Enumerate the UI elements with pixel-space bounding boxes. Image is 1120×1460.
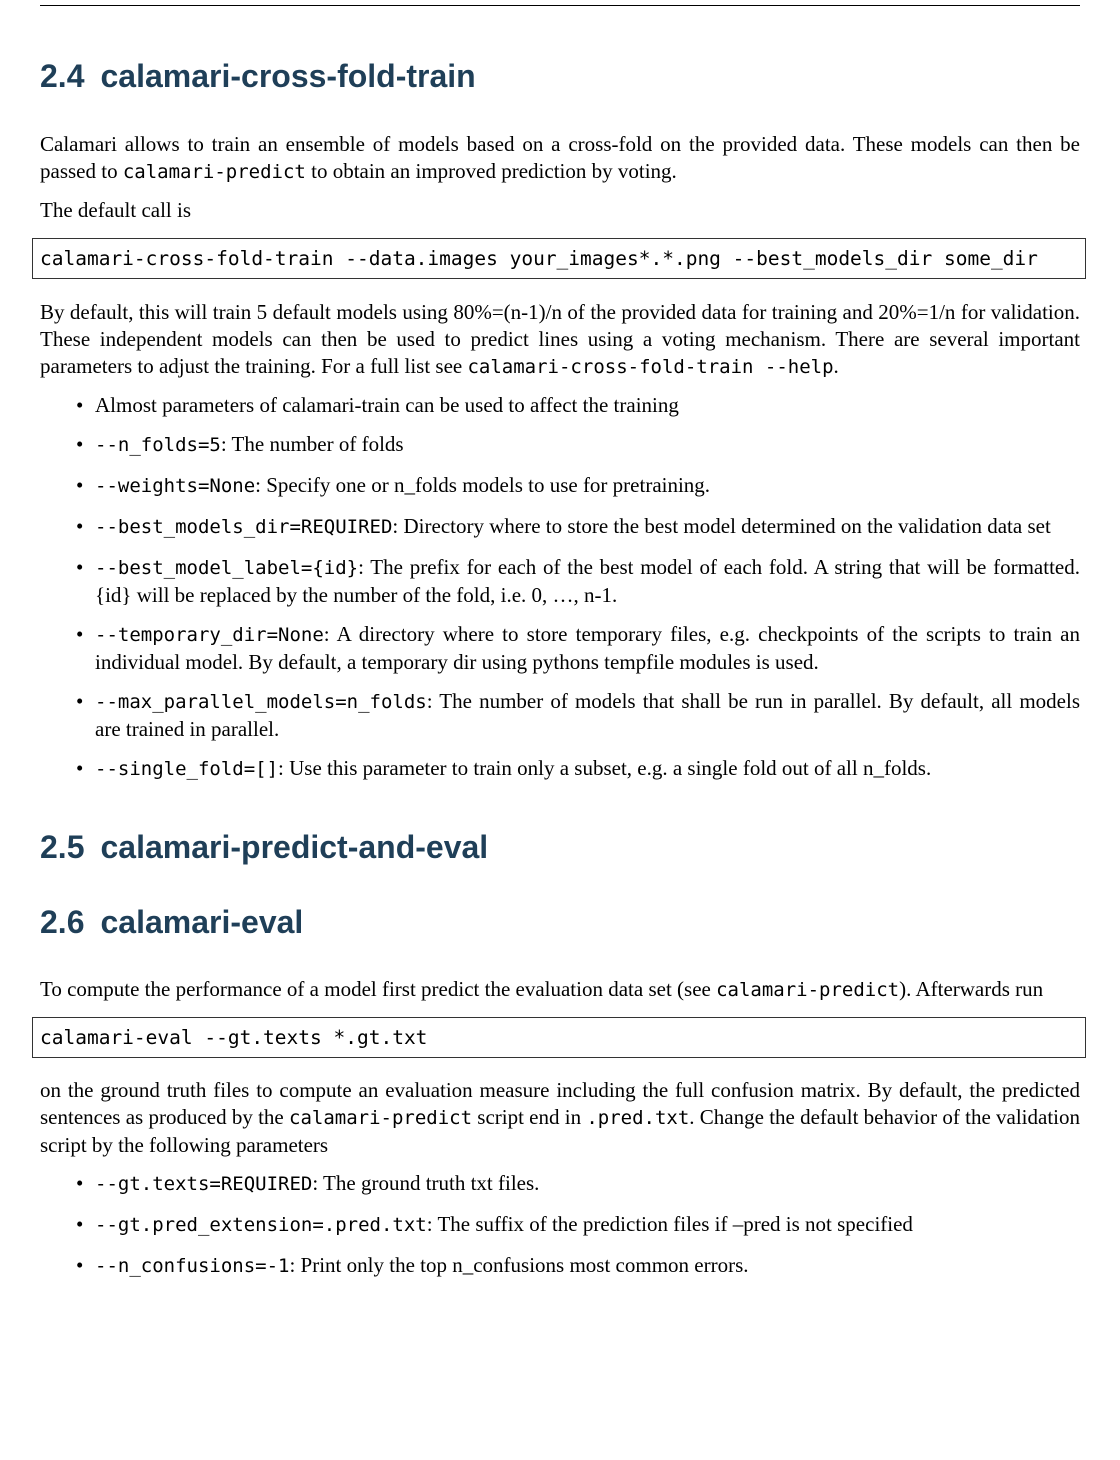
section-heading-2-6 bbox=[40, 906, 303, 938]
list-item bbox=[40, 755, 1080, 783]
list-item bbox=[40, 1211, 1080, 1239]
inline-code: calamari-cross-fold-train --help bbox=[467, 356, 834, 378]
list-item bbox=[40, 431, 1080, 459]
item-text: : The prefix for each of the best model of each fold. A string that will be formatted. {id} will be replaced by the number of the fold, i.e. 0, …, n-1. bbox=[95, 555, 1080, 607]
param-code: --weights=None bbox=[95, 475, 256, 497]
item-text: : A directory where to store temporary files, e.g. checkpoints of the scripts to train an individual model. By default, a temporary dir using pythons tempfile modules is used. bbox=[95, 622, 1080, 674]
param-code: --max_parallel_models=n_folds bbox=[95, 691, 427, 713]
list-item bbox=[40, 1252, 1080, 1280]
item-text: : The number of folds bbox=[220, 432, 404, 456]
eval-intro-paragraph bbox=[40, 976, 1080, 1004]
param-code: --gt.texts=REQUIRED bbox=[95, 1173, 313, 1195]
list-item bbox=[40, 472, 1080, 500]
param-code: --single_fold=[] bbox=[95, 758, 279, 780]
section-heading-2-5 bbox=[40, 831, 488, 863]
item-text: Almost parameters of calamari-train can be used to affect the training bbox=[95, 393, 679, 417]
text: To compute the performance of a model first predict the evaluation data set (see bbox=[40, 977, 717, 1001]
text: . Change the default behavior of the validation script by the following parameters bbox=[40, 1105, 1081, 1157]
section-number: 2.5 bbox=[40, 829, 85, 865]
list-item bbox=[40, 621, 1080, 676]
list-item bbox=[40, 688, 1080, 743]
description-paragraph bbox=[40, 299, 1080, 381]
inline-code: calamari-predict bbox=[122, 161, 306, 183]
param-code: --gt.pred_extension=.pred.txt bbox=[95, 1214, 427, 1236]
section-title: calamari-predict-and-eval bbox=[100, 829, 489, 865]
parameter-list-eval bbox=[40, 1170, 1080, 1280]
inline-code: calamari-predict bbox=[289, 1107, 473, 1129]
text: ). Afterwards run bbox=[899, 977, 1044, 1001]
param-code: --best_model_label={id} bbox=[95, 557, 359, 579]
section-number: 2.6 bbox=[40, 904, 85, 940]
top-rule bbox=[40, 5, 1080, 6]
item-text: : Directory where to store the best model determined on the validation data set bbox=[392, 514, 1051, 538]
parameter-list-cross-fold bbox=[40, 392, 1080, 783]
text: By default, this will train 5 default models using 80%=(n-1)/n of the provided data for training and 20%=1/n for validation. These independent models can then be used to predict lines using a voting mechanism. There are several important parameters to adjust the training. For a full list see bbox=[40, 300, 1080, 378]
item-text: : Specify one or n_folds models to use for pretraining. bbox=[255, 473, 711, 497]
text: script end in bbox=[472, 1105, 587, 1129]
param-code: --temporary_dir=None bbox=[95, 624, 324, 646]
code-block-eval: calamari-eval --gt.texts *.gt.txt bbox=[32, 1017, 1086, 1058]
item-text: : Use this parameter to train only a subset, e.g. a single fold out of all n_folds. bbox=[278, 756, 932, 780]
list-item bbox=[40, 513, 1080, 541]
item-text: : The suffix of the prediction files if –pred is not specified bbox=[426, 1212, 913, 1236]
text: . bbox=[833, 354, 839, 378]
section-heading-2-4 bbox=[40, 60, 476, 92]
section-title: calamari-eval bbox=[100, 904, 304, 940]
item-text: : Print only the top n_confusions most common errors. bbox=[289, 1253, 749, 1277]
inline-code: .pred.txt bbox=[586, 1107, 690, 1129]
intro-paragraph bbox=[40, 131, 1080, 186]
list-item bbox=[40, 1170, 1080, 1198]
param-code: --n_folds=5 bbox=[95, 434, 221, 456]
eval-description-paragraph bbox=[40, 1077, 1080, 1159]
section-title: calamari-cross-fold-train bbox=[100, 58, 476, 94]
text: on the ground truth files to compute an evaluation measure including the full confusion matrix. By default, the predicted sentences as produced by the bbox=[40, 1078, 1080, 1129]
item-text: : The ground truth txt files. bbox=[312, 1171, 540, 1195]
inline-code: calamari-predict bbox=[716, 979, 900, 1001]
list-item bbox=[40, 554, 1080, 609]
param-code: --best_models_dir=REQUIRED bbox=[95, 516, 393, 538]
text: to obtain an improved prediction by voting. bbox=[305, 159, 677, 183]
text: Calamari allows to train an ensemble of models based on a cross-fold on the provided data. These models can then be passed to bbox=[40, 132, 1080, 183]
param-code: --n_confusions=-1 bbox=[95, 1255, 290, 1277]
section-number: 2.4 bbox=[40, 58, 85, 94]
code-block-cross-fold-train: calamari-cross-fold-train --data.images your_images*.*.png --best_models_dir some_dir bbox=[32, 238, 1086, 279]
list-item bbox=[40, 392, 1080, 419]
item-text: : The number of models that shall be run in parallel. By default, all models are trained in parallel. bbox=[95, 689, 1080, 741]
default-call-paragraph: The default call is bbox=[40, 198, 192, 222]
